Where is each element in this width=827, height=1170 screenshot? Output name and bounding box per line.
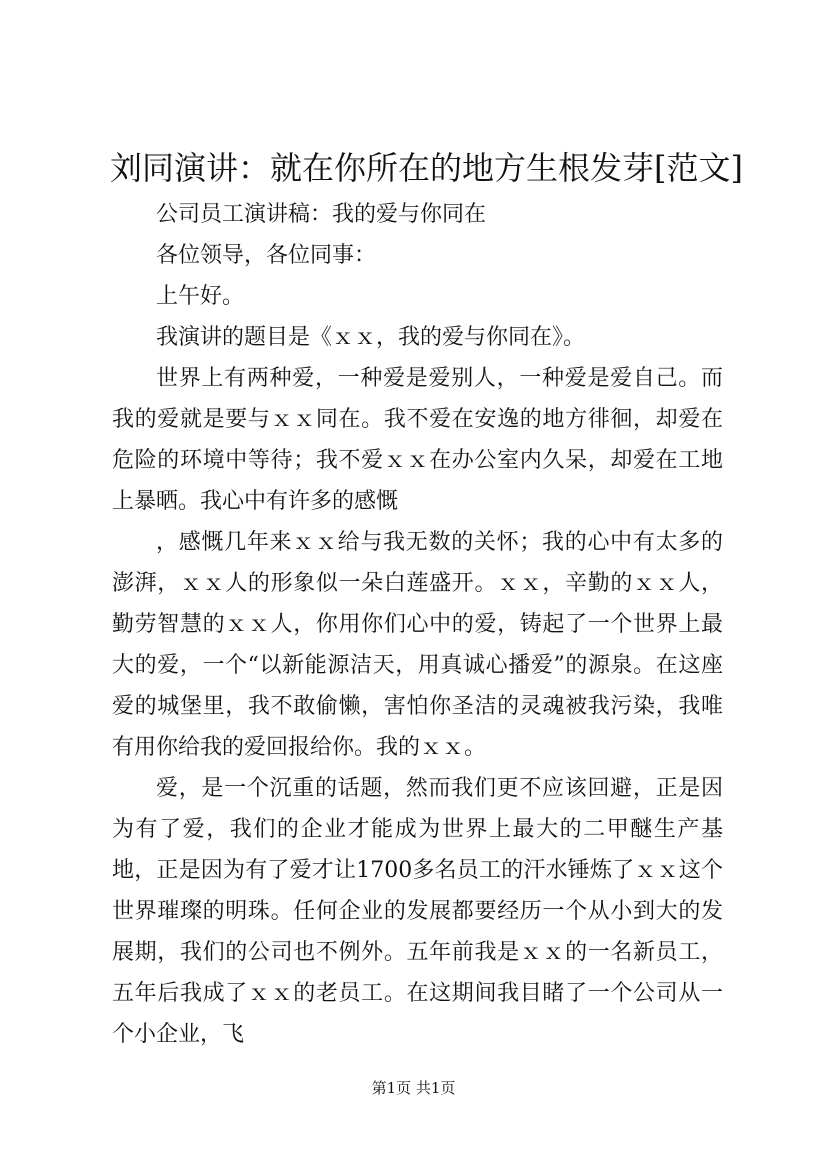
body-paragraph: ，感慨几年来ｘｘ给与我无数的关怀；我的心中有太多的澎湃，ｘｘ人的形象似一朵白莲盛开。ｘｘ，辛勤的ｘｘ人，勤劳智慧的ｘｘ人，你用你们心中的爱，铸起了一个世界上最大的爱，一个“以新能源洁天，用真诚心播爱”的源泉。在这座爱的城堡里，我不敢偷懒，害怕你圣洁的灵魂被我污染，我唯有用你给我的爱回报给你。我的ｘｘ。 [112, 530, 723, 760]
body-paragraph: 爱，是一个沉重的话题，然而我们更不应该回避，正是因为有了爱，我们的企业才能成为世界上最大的二甲醚生产基地，正是因为有了爱才让1700多名员工的汗水锤炼了ｘｘ这个世界璀璨的明珠。任何企业的发展都要经历一个从小到大的发展期，我们的公司也不例外。五年前我是ｘｘ的一名新员工，五年后我成了ｘｘ的老员工。在这期间我目睹了一个公司从一个小企业，飞 [112, 776, 723, 1047]
speech-subtitle: 公司员工演讲稿：我的爱与你同在 [156, 202, 487, 227]
topic-line: 我演讲的题目是《ｘｘ，我的爱与你同在》。 [156, 325, 586, 350]
document-body [112, 194, 723, 1055]
greeting-line: 各位领导，各位同事： [156, 243, 377, 268]
salutation-line: 上午好。 [156, 284, 245, 309]
document-title: 刘同演讲：就在你所在的地方生根发芽[范文] [110, 149, 743, 187]
body-paragraph: 世界上有两种爱，一种爱是爱别人，一种爱是爱自己。而我的爱就是要与ｘｘ同在。我不爱在安逸的地方徘徊，却爱在危险的环境中等待；我不爱ｘｘ在办公室内久呆，却爱在工地上暴晒。我心中有许多的感慨 [112, 366, 723, 514]
page-number-footer: 第1页 共1页 [371, 1079, 456, 1097]
